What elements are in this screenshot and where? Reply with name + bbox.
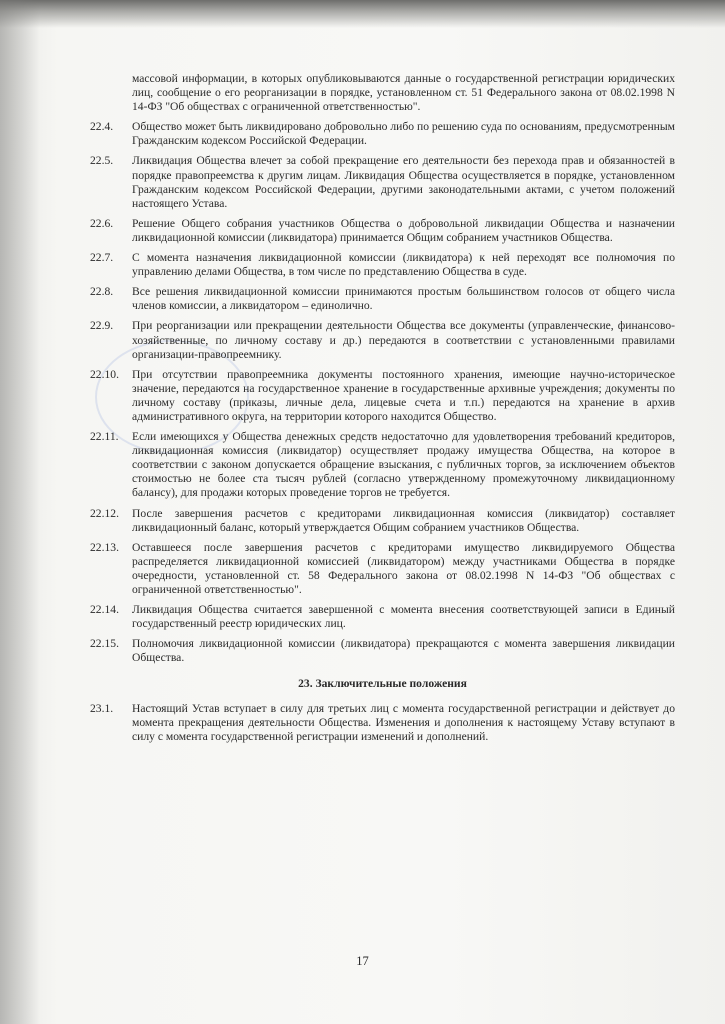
- clause: [90, 507, 675, 535]
- clause-number: 22.9.: [90, 319, 114, 333]
- clause-text: При реорганизации или прекращении деятельности Общества все документы (управленческие, финансово-хозяйственные, по личному составу и др.) передаются в соответствии с установленными правилами организации-правопреемнику.: [132, 319, 675, 361]
- clause: [90, 319, 675, 361]
- clause-number: 22.5.: [90, 154, 114, 168]
- clause: [90, 541, 675, 597]
- clause-text: Ликвидация Общества влечет за собой прекращение его деятельности без перехода прав и обязанностей в порядке правопреемства к другим лицам. Ликвидация Общества осуществляется в порядке, установленном Гражданским кодексом Российской Федерации, другими законодательными актами, с учетом положений настоящего Устава.: [132, 154, 675, 210]
- clause-list: [90, 120, 675, 665]
- clause: [90, 285, 675, 313]
- clause: [90, 217, 675, 245]
- document-body: [90, 72, 675, 750]
- scan-edge-shadow: [0, 0, 725, 28]
- clause-number: 23.1.: [90, 701, 114, 715]
- clause-text: После завершения расчетов с кредиторами ликвидационная комиссия (ликвидатор) составляет ликвидационный баланс, который утверждается Общим собранием участников Общества.: [132, 506, 675, 534]
- clause-number: 22.11.: [90, 430, 119, 444]
- clause: [90, 154, 675, 210]
- clause-number: 22.7.: [90, 251, 114, 265]
- clause-text: Решение Общего собрания участников Общества о добровольной ликвидации Общества и назначении ликвидационной комиссии (ликвидатора) принимается Общим собранием участников Общества.: [132, 216, 675, 244]
- clause-text: Все решения ликвидационной комиссии принимаются простым большинством голосов от общего числа членов комиссии, а ликвидатором – единолично.: [132, 285, 675, 313]
- clause-text: Настоящий Устав вступает в силу для третьих лиц с момента государственной регистрации и действует до момента прекращения деятельности Общества. Изменения и дополнения к настоящему Уставу вступают в силу с момента государственной регистрации изменений и дополнений.: [132, 701, 675, 743]
- clause-text: Ликвидация Общества считается завершенной с момента внесения соответствующей записи в Единый государственный реестр юридических лиц.: [132, 603, 675, 631]
- clause-text: Если имеющихся у Общества денежных средств недостаточно для удовлетворения требований кредиторов, ликвидационная комиссия (ликвидатор) осуществляет продажу имущества Общества, на которое в соответствии с законом допускается обращение взыскания, с публичных торгов, за исключением объектов стоимостью не более ста тысяч рублей (согласно утвержденному промежуточному ликвидационному балансу), для продажи которых проведение торгов не требуется.: [132, 430, 675, 500]
- clause: [90, 120, 675, 148]
- clause: [90, 637, 675, 665]
- clause-text: Общество может быть ликвидировано добровольно либо по решению суда по основаниям, предусмотренным Гражданским кодексом Российской Федерации.: [132, 120, 675, 148]
- intro-continuation: массовой информации, в которых опубликовываются данные о государственной регистрации юридических лиц, сообщение о его реорганизации в порядке, установленном ст. 51 Федерального закона от 08.02.1998 N 14-ФЗ "Об обществах с ограниченной ответственностью".: [132, 72, 675, 114]
- clause-number: 22.15.: [90, 637, 119, 651]
- clause-number: 22.14.: [90, 603, 119, 617]
- clause-text: Оставшееся после завершения расчетов с кредиторами имущество ликвидируемого Общества распределяется ликвидационной комиссией (ликвидатором) между участниками Общества в порядке очередности, установленной ст. 58 Федерального закона от 08.02.1998 N 14-ФЗ "Об обществах с ограниченной ответственностью".: [132, 540, 675, 596]
- page-number: 17: [356, 954, 369, 968]
- final-clause-list: [90, 702, 675, 744]
- clause: [90, 603, 675, 631]
- clause-text: При отсутствии правопреемника документы постоянного хранения, имеющие научно-историческое значение, передаются на государственное хранение в государственные архивные учреждения; документы по личному составу (приказы, личные дела, лицевые счета и т.п.) передаются на хранение в архив административного округа, на территории которого находится Общество.: [132, 367, 675, 423]
- binding-shadow: [0, 0, 40, 1024]
- clause-number: 22.13.: [90, 540, 119, 554]
- clause-text: С момента назначения ликвидационной комиссии (ликвидатора) к ней переходят все полномочия по управлению делами Общества, в том числе по представлению Общества в суде.: [132, 251, 675, 279]
- section-heading: 23. Заключительные положения: [298, 677, 467, 691]
- clause: [90, 702, 675, 744]
- clause-text: Полномочия ликвидационной комиссии (ликвидатора) прекращаются с момента завершения ликвидации Общества.: [132, 637, 675, 665]
- clause-number: 22.6.: [90, 216, 114, 230]
- clause: [90, 368, 675, 424]
- clause-number: 22.4.: [90, 120, 114, 134]
- clause-number: 22.8.: [90, 285, 114, 299]
- clause: [90, 251, 675, 279]
- clause-number: 22.10.: [90, 367, 119, 381]
- clause-number: 22.12.: [90, 506, 119, 520]
- clause: [90, 430, 675, 500]
